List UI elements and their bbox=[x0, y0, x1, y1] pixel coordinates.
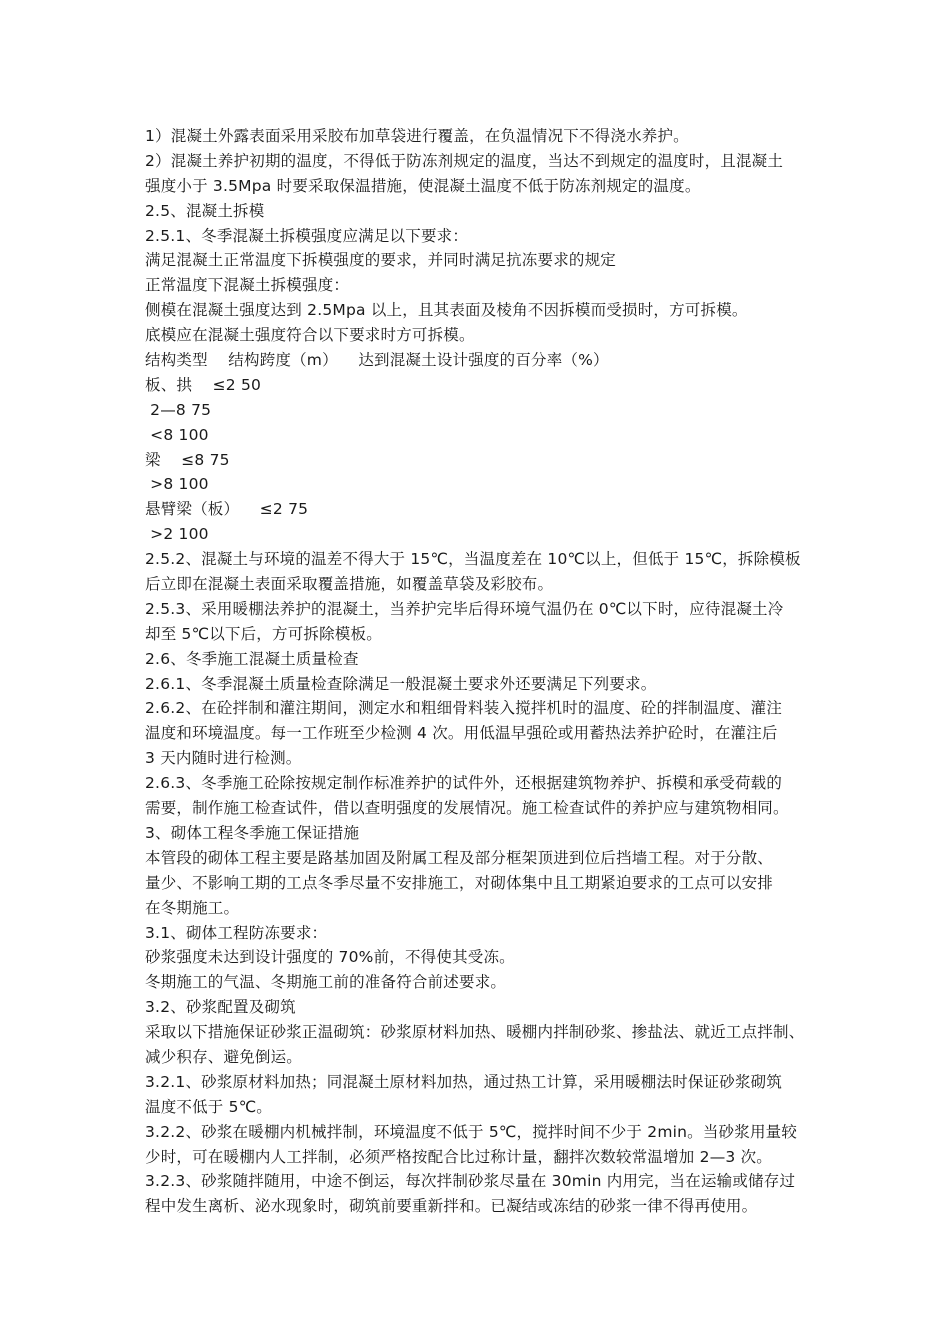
text-line: 温度和环境温度。每一工作班至少检测 4 次。用低温早强砼或用蓄热法养护砼时，在灌注后 bbox=[145, 724, 778, 743]
text-line: 板、拱 ≤2 50 bbox=[145, 375, 262, 394]
text-line: >2 100 bbox=[145, 525, 209, 544]
text-line: 梁 ≤8 75 bbox=[145, 450, 230, 469]
text-line: >8 100 bbox=[145, 475, 209, 494]
text-line: 2.5.1、冬季混凝土拆模强度应满足以下要求： bbox=[145, 226, 469, 245]
text-line: 后立即在混凝土表面采取覆盖措施，如覆盖草袋及彩胶布。 bbox=[145, 575, 554, 594]
text-line: 少时，可在暖棚内人工拌制，必须严格按配合比过称计量，翻拌次数较常温增加 2—3 次。 bbox=[145, 1147, 772, 1166]
text-line: 2）混凝土养护初期的温度，不得低于防冻剂规定的温度，当达不到规定的温度时，且混凝土 bbox=[145, 151, 784, 170]
text-line: 量少、不影响工期的工点冬季尽量不安排施工，对砌体集中且工期紧迫要求的工点可以安排 bbox=[145, 873, 774, 892]
text-line: 本管段的砌体工程主要是路基加固及附属工程及部分框架顶进到位后挡墙工程。对于分散、 bbox=[145, 848, 774, 867]
text-line: 3 天内随时进行检测。 bbox=[145, 749, 302, 768]
text-line: 程中发生离析、泌水现象时，砌筑前要重新拌和。已凝结或冻结的砂浆一律不得再使用。 bbox=[145, 1197, 758, 1216]
text-line: 3.2.1、砂浆原材料加热；同混凝土原材料加热，通过热工计算，采用暖棚法时保证砂浆砌筑 bbox=[145, 1072, 783, 1091]
text-line: 2.6.2、在砼拌制和灌注期间，测定水和粗细骨料装入搅拌机时的温度、砼的拌制温度、灌注 bbox=[145, 699, 783, 718]
text-line: 3.2.2、砂浆在暖棚内机械拌制，环境温度不低于 5℃，搅拌时间不少于 2min。当砂浆用量较 bbox=[145, 1122, 798, 1141]
text-line: 2.6.1、冬季混凝土质量检查除满足一般混凝土要求外还要满足下列要求。 bbox=[145, 674, 657, 693]
text-line: 减少积存、避免倒运。 bbox=[145, 1047, 303, 1066]
text-line: 1）混凝土外露表面采用采胶布加草袋进行覆盖，在负温情况下不得浇水养护。 bbox=[145, 127, 689, 145]
text-line: 2.5.3、采用暖棚法养护的混凝土，当养护完毕后得环境气温仍在 0℃以下时，应待混凝土冷 bbox=[145, 599, 784, 618]
text-line: 需要，制作施工检查试件，借以查明强度的发展情况。施工检查试件的养护应与建筑物相同。 bbox=[145, 799, 789, 818]
text-line: 2.5.2、混凝土与环境的温差不得大于 15℃，当温度差在 10℃以上，但低于 15℃，拆除模板 bbox=[145, 550, 801, 569]
text-line: 采取以下措施保证砂浆正温砌筑：砂浆原材料加热、暖棚内拌制砂浆、掺盐法、就近工点拌制、 bbox=[145, 1023, 805, 1042]
text-line: 悬臂梁（板） ≤2 75 bbox=[145, 500, 309, 519]
document-body bbox=[145, 124, 815, 1219]
text-line: <8 100 bbox=[145, 425, 209, 444]
text-line: 满足混凝土正常温度下拆模强度的要求，并同时满足抗冻要求的规定 bbox=[145, 251, 617, 270]
text-line: 3.2、砂浆配置及砌筑 bbox=[145, 998, 296, 1017]
text-line: 底模应在混凝土强度符合以下要求时方可拆模。 bbox=[145, 326, 475, 345]
text-line: 冬期施工的气温、冬期施工前的准备符合前述要求。 bbox=[145, 973, 507, 992]
text-line: 温度不低于 5℃。 bbox=[145, 1097, 272, 1116]
text-line: 强度小于 3.5Mpa 时要采取保温措施，使混凝土温度不低于防冻剂规定的温度。 bbox=[145, 176, 701, 195]
text-line: 2.5、混凝土拆模 bbox=[145, 201, 265, 220]
text-line: 2—8 75 bbox=[145, 400, 212, 419]
text-line: 3.2.3、砂浆随拌随用，中途不倒运，每次拌制砂浆尽量在 30min 内用完，当在运输或储存过 bbox=[145, 1172, 796, 1191]
text-line: 3.1、砌体工程防冻要求： bbox=[145, 923, 328, 942]
text-line: 3、砌体工程冬季施工保证措施 bbox=[145, 823, 360, 842]
text-line: 正常温度下混凝土拆模强度： bbox=[145, 276, 350, 295]
text-line: 2.6、冬季施工混凝土质量检查 bbox=[145, 649, 359, 668]
text-line: 结构类型 结构跨度（m） 达到混凝土设计强度的百分率（%） bbox=[145, 351, 609, 370]
text-line: 砂浆强度未达到设计强度的 70%前，不得使其受冻。 bbox=[145, 948, 515, 967]
text-line: 侧模在混凝土强度达到 2.5Mpa 以上，且其表面及棱角不因拆模而受损时，方可拆模。 bbox=[145, 301, 748, 320]
text-line: 2.6.3、冬季施工砼除按规定制作标准养护的试件外，还根据建筑物养护、拆模和承受荷载的 bbox=[145, 774, 783, 793]
text-line: 却至 5℃以下后，方可拆除模板。 bbox=[145, 624, 382, 643]
text-line: 在冬期施工。 bbox=[145, 898, 240, 917]
